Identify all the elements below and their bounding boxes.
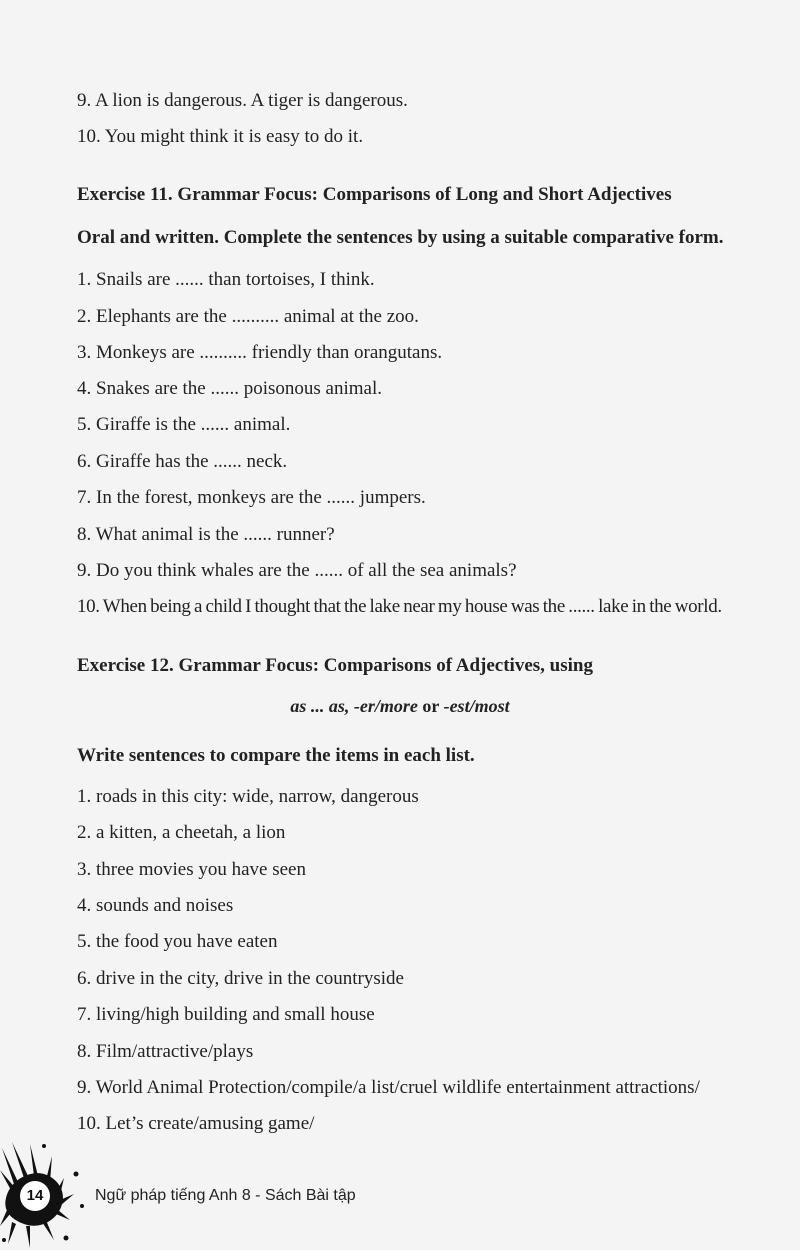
exercise11-item-4: 4. Snakes are the ...... poisonous animal. [77, 378, 383, 399]
exercise12-item-3: 3. three movies you have seen [77, 859, 306, 880]
exercise12-item-10: 10. Let’s create/amusing game/ [77, 1113, 315, 1134]
subtitle-forms: as ... as, -er/more [290, 696, 418, 716]
exercise11-item-8: 8. What animal is the ...... runner? [77, 524, 335, 545]
exercise11-item-6: 6. Giraffe has the ...... neck. [77, 451, 288, 472]
exercise11-title: Exercise 11. Grammar Focus: Comparisons of Long and Short Adjectives [77, 184, 672, 205]
exercise12-instruction: Write sentences to compare the items in each list. [77, 745, 475, 766]
exercise12-item-9: 9. World Animal Protection/compile/a list/cruel wildlife entertainment attractions/ [77, 1077, 700, 1098]
exercise12-item-6: 6. drive in the city, drive in the countryside [77, 968, 404, 989]
exercise11-item-3: 3. Monkeys are .......... friendly than orangutans. [77, 342, 443, 363]
exercise11-item-10: 10. When being a child I thought that the lake near my house was the ...... lake in the world. [77, 596, 722, 617]
exercise11-item-9: 9. Do you think whales are the ...... of all the sea animals? [77, 560, 517, 581]
subtitle-superlative: -est/most [443, 696, 510, 716]
exercise12-subtitle [0, 694, 800, 718]
subtitle-or: or [417, 696, 444, 716]
exercise11-item-5: 5. Giraffe is the ...... animal. [77, 414, 291, 435]
exercise11-item-1: 1. Snails are ...... than tortoises, I think. [77, 269, 375, 290]
exercise12-item-8: 8. Film/attractive/plays [77, 1041, 254, 1062]
exercise12-item-5: 5. the food you have eaten [77, 931, 278, 952]
exercise12-item-7: 7. living/high building and small house [77, 1004, 375, 1025]
exercise12-item-2: 2. a kitten, a cheetah, a lion [77, 822, 286, 843]
exercise12-title: Exercise 12. Grammar Focus: Comparisons of Adjectives, using [77, 655, 593, 676]
exercise10-item-10: 10. You might think it is easy to do it. [77, 126, 364, 147]
book-title: Ngữ pháp tiếng Anh 8 - Sách Bài tập [95, 1187, 356, 1204]
exercise12-item-4: 4. sounds and noises [77, 895, 234, 916]
exercise11-instruction: Oral and written. Complete the sentences by using a suitable comparative form. [77, 227, 724, 248]
exercise11-item-2: 2. Elephants are the .......... animal at the zoo. [77, 306, 419, 327]
exercise10-item-9: 9. A lion is dangerous. A tiger is dangerous. [77, 90, 408, 111]
exercise12-item-1: 1. roads in this city: wide, narrow, dangerous [77, 786, 419, 807]
exercise11-item-7: 7. In the forest, monkeys are the ...... jumpers. [77, 487, 426, 508]
page-number: 14 [20, 1181, 50, 1211]
